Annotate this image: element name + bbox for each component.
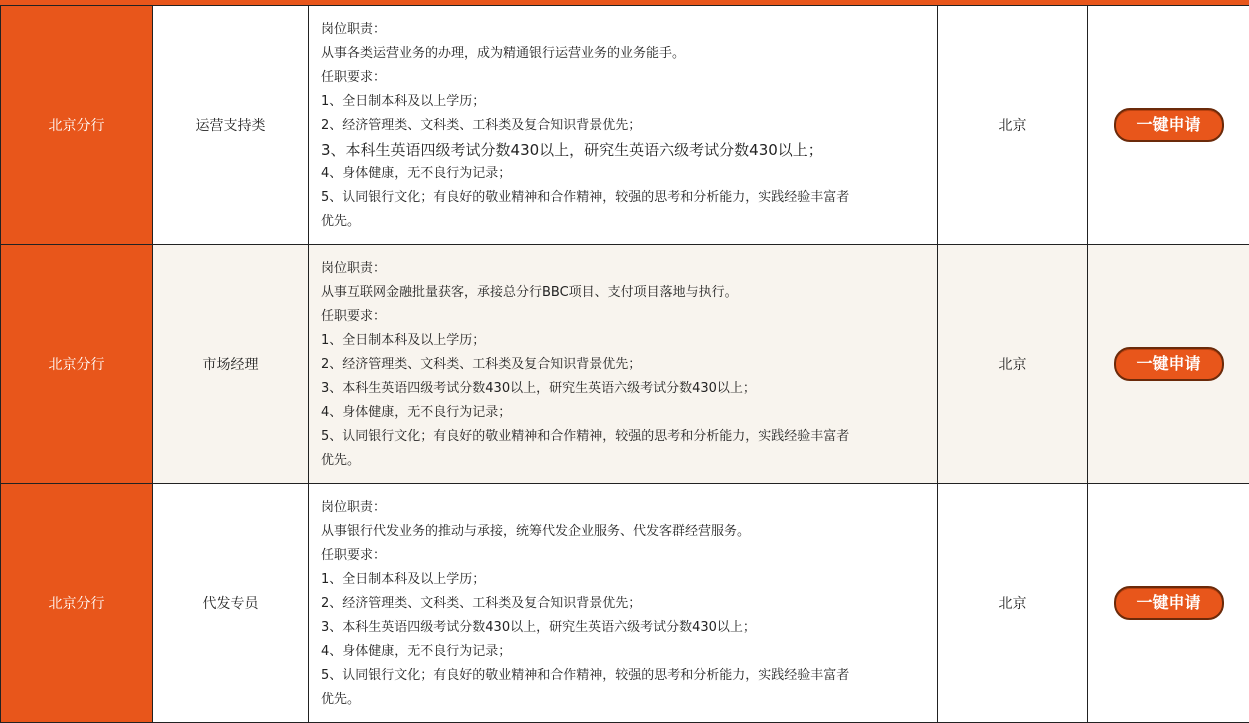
desc-line: 从事银行代发业务的推动与承接，统筹代发企业服务、代发客群经营服务。 bbox=[321, 520, 927, 544]
desc-line: 2、经济管理类、文科类、工科类及复合知识背景优先； bbox=[321, 592, 927, 616]
desc-line: 任职要求： bbox=[321, 66, 927, 90]
desc-line: 岗位职责： bbox=[321, 257, 927, 281]
apply-cell bbox=[1088, 245, 1249, 484]
desc-line: 岗位职责： bbox=[321, 496, 927, 520]
desc-line: 岗位职责： bbox=[321, 18, 927, 42]
job-description-cell bbox=[309, 6, 938, 245]
desc-line: 4、身体健康，无不良行为记录； bbox=[321, 162, 927, 186]
apply-cell bbox=[1088, 484, 1249, 723]
desc-line: 5、认同银行文化；有良好的敬业精神和合作精神，较强的思考和分析能力，实践经验丰富者 bbox=[321, 425, 927, 449]
city-cell: 北京 bbox=[938, 484, 1088, 723]
desc-line: 1、全日制本科及以上学历； bbox=[321, 568, 927, 592]
table-row bbox=[1, 245, 1249, 484]
desc-line: 5、认同银行文化；有良好的敬业精神和合作精神，较强的思考和分析能力，实践经验丰富者 bbox=[321, 186, 927, 210]
apply-button[interactable]: 一键申请 bbox=[1114, 347, 1224, 381]
job-type-cell: 市场经理 bbox=[153, 245, 309, 484]
desc-line: 2、经济管理类、文科类、工科类及复合知识背景优先； bbox=[321, 114, 927, 138]
desc-line: 优先。 bbox=[321, 449, 927, 473]
branch-cell: 北京分行 bbox=[1, 6, 153, 245]
desc-line: 任职要求： bbox=[321, 544, 927, 568]
apply-button[interactable]: 一键申请 bbox=[1114, 586, 1224, 620]
job-listing-table bbox=[0, 5, 1249, 723]
desc-line: 3、本科生英语四级考试分数430以上，研究生英语六级考试分数430以上； bbox=[321, 616, 927, 640]
table-row bbox=[1, 6, 1249, 245]
desc-line: 5、认同银行文化；有良好的敬业精神和合作精神，较强的思考和分析能力，实践经验丰富者 bbox=[321, 664, 927, 688]
job-description-cell bbox=[309, 484, 938, 723]
apply-cell bbox=[1088, 6, 1249, 245]
desc-line: 从事各类运营业务的办理，成为精通银行运营业务的业务能手。 bbox=[321, 42, 927, 66]
desc-line: 从事互联网金融批量获客，承接总分行BBC项目、支付项目落地与执行。 bbox=[321, 281, 927, 305]
branch-cell: 北京分行 bbox=[1, 484, 153, 723]
desc-line: 4、身体健康，无不良行为记录； bbox=[321, 401, 927, 425]
desc-line: 优先。 bbox=[321, 210, 927, 234]
job-type-cell: 代发专员 bbox=[153, 484, 309, 723]
desc-line: 优先。 bbox=[321, 688, 927, 712]
branch-cell: 北京分行 bbox=[1, 245, 153, 484]
desc-line: 4、身体健康，无不良行为记录； bbox=[321, 640, 927, 664]
desc-line: 2、经济管理类、文科类、工科类及复合知识背景优先； bbox=[321, 353, 927, 377]
table-row bbox=[1, 484, 1249, 723]
desc-line: 任职要求： bbox=[321, 305, 927, 329]
desc-line: 1、全日制本科及以上学历； bbox=[321, 329, 927, 353]
apply-button[interactable]: 一键申请 bbox=[1114, 108, 1224, 142]
city-cell: 北京 bbox=[938, 6, 1088, 245]
desc-line: 3、本科生英语四级考试分数430以上，研究生英语六级考试分数430以上； bbox=[321, 138, 927, 162]
desc-line: 3、本科生英语四级考试分数430以上，研究生英语六级考试分数430以上； bbox=[321, 377, 927, 401]
city-cell: 北京 bbox=[938, 245, 1088, 484]
job-type-cell: 运营支持类 bbox=[153, 6, 309, 245]
desc-line: 1、全日制本科及以上学历； bbox=[321, 90, 927, 114]
job-description-cell bbox=[309, 245, 938, 484]
